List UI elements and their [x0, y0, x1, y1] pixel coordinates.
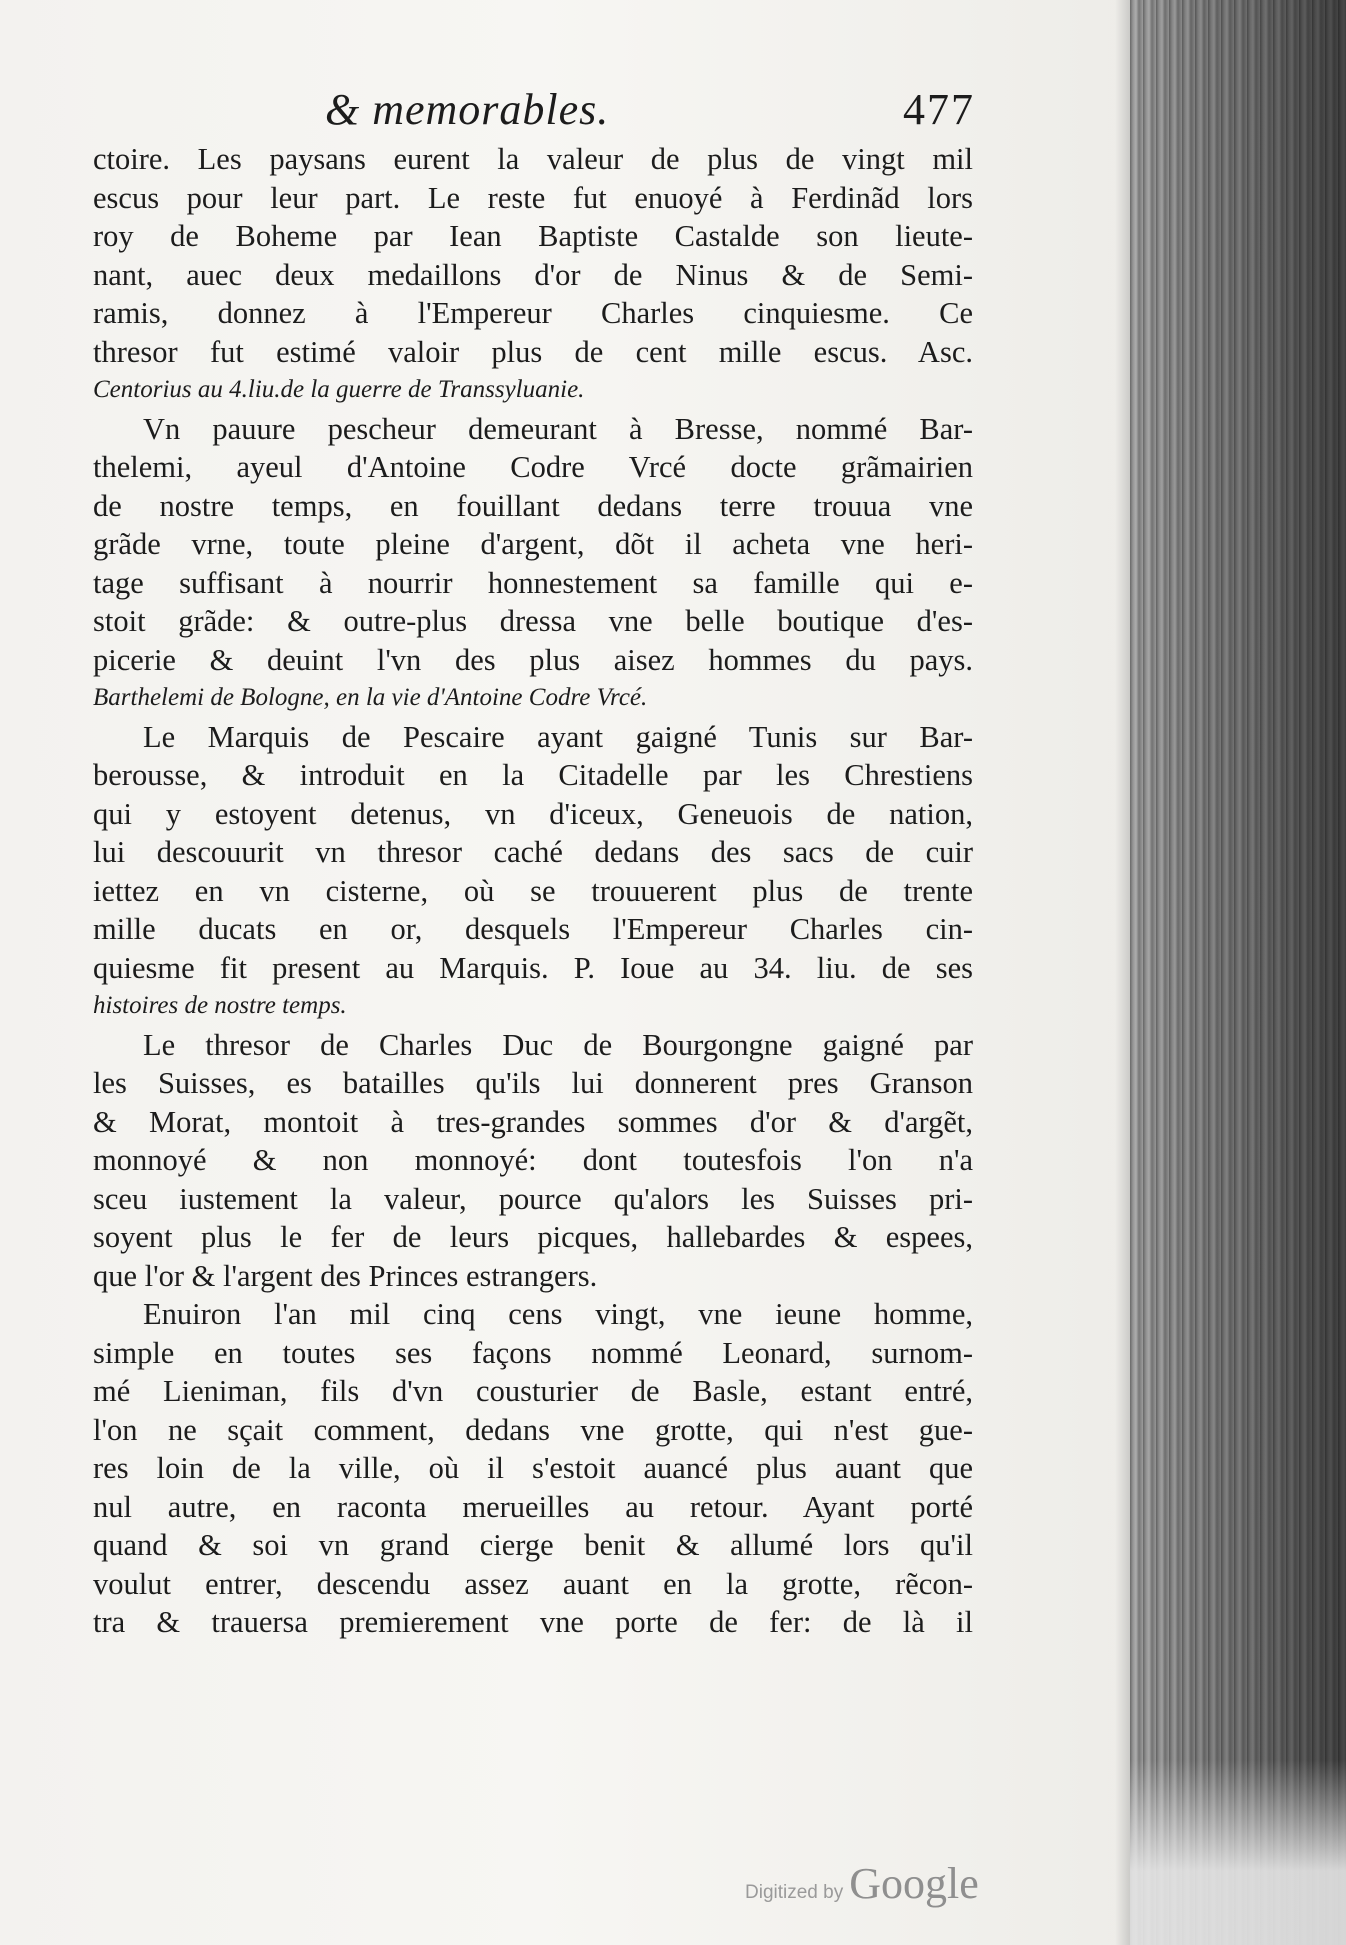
text-line: nant, auec deux medaillons d'or de Ninus & de Semi- [93, 257, 973, 292]
text-line: res loin de la ville, où il s'estoit auancé plus auant que [93, 1451, 973, 1485]
text-line: ctoire. Les paysans eurent la valeur de plus de vingt mil [93, 142, 973, 176]
text-line: tage suffisant à nourrir honnestement sa famille qui e- [93, 565, 973, 600]
text-line: stoit grãde: & outre-plus dressa vne belle boutique d'es- [93, 604, 973, 638]
text-line: iettez en vn cisterne, où se trouuerent plus de trente [93, 873, 973, 908]
page-bottom-shade [1130, 1760, 1346, 1945]
text-line: que l'or & l'argent des Princes estrangers. [93, 1258, 598, 1293]
text-line: roy de Boheme par Iean Baptiste Castalde son lieute- [93, 219, 973, 253]
text-line: picerie & deuint l'vn des plus aisez hommes du pays. [93, 642, 973, 677]
text-line: mé Lieniman, fils d'vn cousturier de Basle, estant entré, [93, 1374, 973, 1408]
paragraph-start-line: Le Marquis de Pescaire ayant gaigné Tunis sur Bar- [143, 719, 973, 754]
text-line: simple en toutes ses façons nommé Leonard, surnom- [93, 1335, 973, 1370]
text-line: voulut entrer, descendu assez auant en la grotte, rẽcon- [93, 1566, 973, 1601]
page-header [95, 84, 975, 144]
page-number: 477 [903, 85, 975, 134]
text-line: tra & trauersa premierement vne porte de fer: de là il [93, 1605, 973, 1639]
body-text [93, 140, 973, 1642]
paragraph-start-line: Vn pauure pescheur demeurant à Bresse, nommé Bar- [143, 411, 973, 446]
text-line: quiesme fit present au Marquis. P. Ioue au 34. liu. de ses [93, 950, 973, 985]
text-line: & Morat, montoit à tres-grandes sommes d'or & d'argẽt, [93, 1104, 973, 1139]
text-line: thresor fut estimé valoir plus de cent mille escus. Asc. [93, 334, 973, 369]
text-line: grãde vrne, toute pleine d'argent, dõt il acheta vne heri- [93, 527, 973, 561]
digitized-watermark [745, 1858, 979, 1909]
text-line: escus pour leur part. Le reste fut enuoyé à Ferdinãd lors [93, 180, 973, 215]
text-line: de nostre temps, en fouillant dedans terre trouua vne [93, 488, 973, 523]
paragraph-start-line: Le thresor de Charles Duc de Bourgongne gaigné par [143, 1027, 973, 1062]
text-line: sceu iustement la valeur, pource qu'alors les Suisses pri- [93, 1181, 973, 1216]
text-line: quand & soi vn grand cierge benit & allumé lors qu'il [93, 1528, 973, 1562]
text-line: lui descouurit vn thresor caché dedans des sacs de cuir [93, 835, 973, 869]
citation-line: histoires de nostre temps. [93, 992, 347, 1019]
text-line: berousse, & introduit en la Citadelle par les Chrestiens [93, 758, 973, 792]
text-line: mille ducats en or, desquels l'Empereur Charles cin- [93, 912, 973, 946]
google-logo: Google [849, 1859, 979, 1908]
text-line: ramis, donnez à l'Empereur Charles cinquiesme. Ce [93, 296, 973, 330]
text-line: les Suisses, es batailles qu'ils lui donnerent pres Granson [93, 1066, 973, 1100]
book-spine-edge [1130, 0, 1346, 1945]
running-title: & memorables. [325, 85, 610, 134]
text-line: l'on ne sçait comment, dedans vne grotte, qui n'est gue- [93, 1412, 973, 1447]
text-line: qui y estoyent detenus, vn d'iceux, Geneuois de nation, [93, 796, 973, 831]
citation-line: Barthelemi de Bologne, en la vie d'Antoine Codre Vrcé. [93, 684, 648, 711]
paragraph-start-line: Enuiron l'an mil cinq cens vingt, vne ieune homme, [143, 1297, 973, 1331]
text-line: nul autre, en raconta merueilles au retour. Ayant porté [93, 1489, 973, 1524]
citation-line: Centorius au 4.liu.de la guerre de Transsyluanie. [93, 376, 585, 403]
text-line: thelemi, ayeul d'Antoine Codre Vrcé docte grãmairien [93, 450, 973, 484]
watermark-prefix: Digitized by [745, 1882, 844, 1903]
text-line: soyent plus le fer de leurs picques, hallebardes & espees, [93, 1220, 973, 1254]
text-line: monnoyé & non monnoyé: dont toutesfois l'on n'a [93, 1143, 973, 1177]
